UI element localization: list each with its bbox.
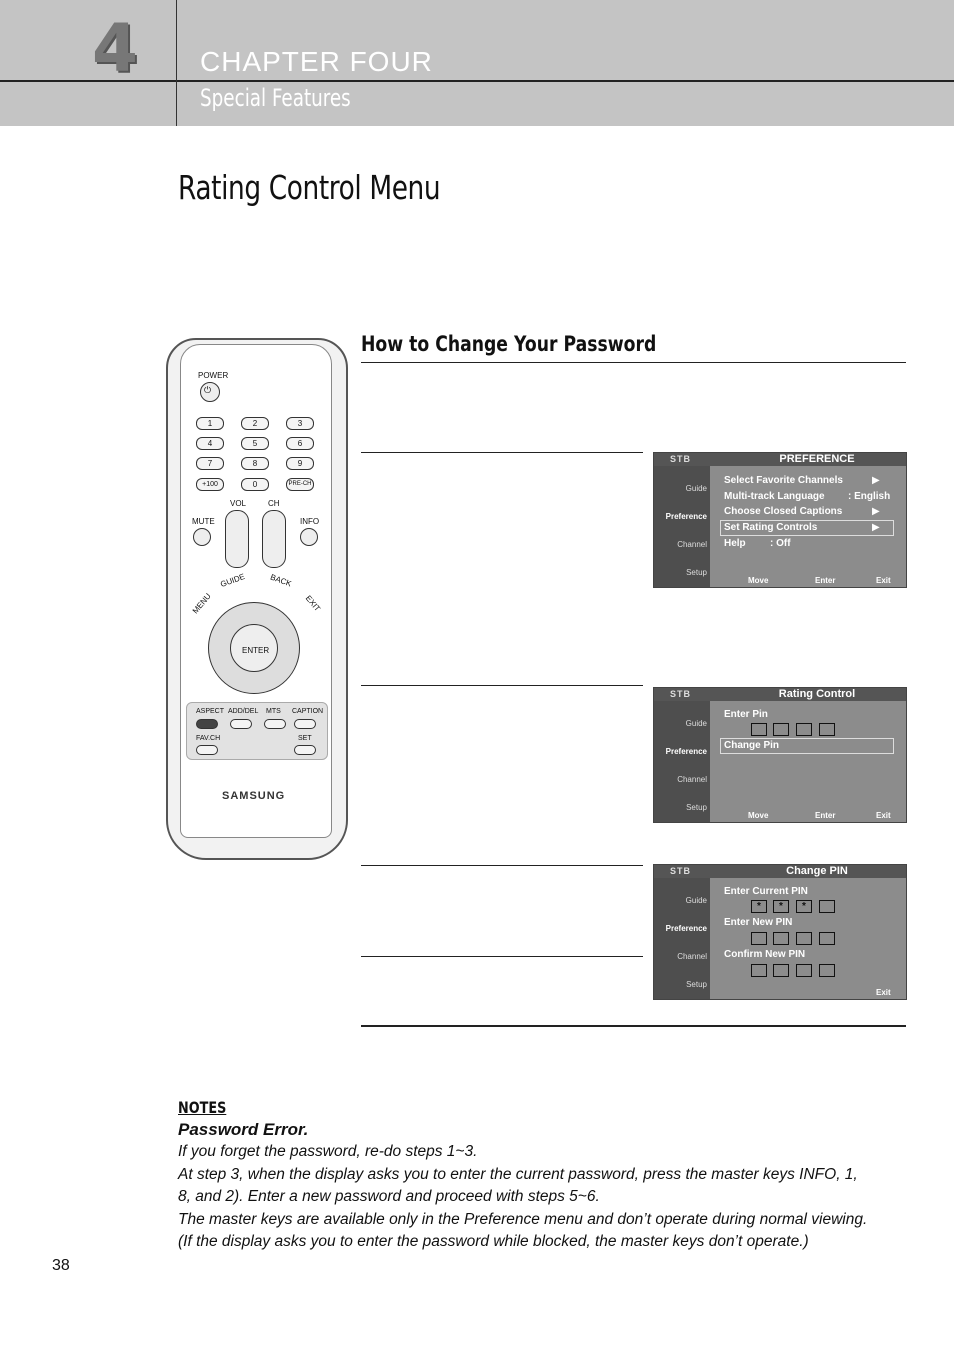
step-rule — [361, 685, 643, 686]
header-vertical-rule — [176, 0, 177, 126]
aspect-label: ASPECT — [196, 708, 225, 715]
pin-box-filled: * — [751, 900, 767, 913]
menu-item-selected: Set Rating Controls — [724, 522, 818, 533]
pin-box — [751, 964, 767, 977]
note-line: (If the display asks you to enter the password while blocked, the master keys don’t operate.) — [178, 1233, 809, 1250]
pin-box — [773, 723, 789, 736]
change-pin-screen — [653, 864, 907, 1000]
ch-label: CH — [268, 499, 280, 508]
stb-label: STB — [670, 689, 691, 699]
menu-item: Enter Pin — [724, 709, 768, 720]
pin-box — [819, 723, 835, 736]
preference-menu-screen — [653, 452, 907, 588]
ch-rocker — [262, 510, 286, 568]
digit-4-button: 4 — [196, 437, 224, 450]
info-label: INFO — [300, 517, 320, 526]
pin-box — [773, 964, 789, 977]
note-line: If you forget the password, re-do steps 1~3. — [178, 1143, 478, 1160]
menu-title: Change PIN — [786, 865, 848, 877]
footer-move: Move — [748, 811, 769, 820]
power-button — [200, 382, 220, 402]
set-label: SET — [298, 735, 312, 742]
section-end-rule — [361, 1025, 906, 1027]
menu-sidebar — [654, 466, 710, 587]
footer-move: Move — [748, 576, 769, 585]
pin-box — [819, 964, 835, 977]
menu-item: Help — [724, 538, 746, 549]
vol-label: VOL — [230, 499, 247, 508]
menu-item: Choose Closed Captions — [724, 506, 843, 517]
step-rule — [361, 865, 643, 866]
pin-box — [796, 964, 812, 977]
mute-button — [193, 528, 211, 546]
side-preference: Preference — [665, 512, 707, 521]
notes-subheading: Password Error. — [178, 1120, 309, 1139]
footer-enter: Enter — [815, 576, 836, 585]
info-button — [300, 528, 318, 546]
pin-box — [796, 932, 812, 945]
prech-button: PRE-CH — [286, 478, 314, 491]
enter-label: ENTER — [242, 646, 270, 655]
vol-rocker — [225, 510, 249, 568]
power-icon: ⏻ — [204, 385, 212, 395]
menu-item-value: : English — [848, 491, 891, 502]
pin-box — [751, 932, 767, 945]
stb-label: STB — [670, 454, 691, 464]
favch-label: FAV.CH — [196, 735, 221, 742]
menu-item-value: : Off — [770, 538, 791, 549]
side-guide: Guide — [685, 484, 707, 493]
rating-control-screen — [653, 687, 907, 823]
side-preference: Preference — [665, 747, 707, 756]
digit-5-button: 5 — [241, 437, 269, 450]
step-rule — [361, 956, 643, 957]
pin-box — [773, 932, 789, 945]
menu-item: Select Favorite Channels — [724, 475, 843, 486]
section-rule — [361, 362, 906, 363]
side-guide: Guide — [685, 896, 707, 905]
side-channel: Channel — [677, 775, 707, 784]
side-setup: Setup — [686, 980, 707, 989]
digit-3-button: 3 — [286, 417, 314, 430]
mts-button — [264, 719, 286, 729]
note-line: At step 3, when the display asks you to enter the current password, press the master keys INFO, 1, — [178, 1166, 858, 1183]
adddel-label: ADD/DEL — [228, 708, 259, 715]
section-title: How to Change Your Password — [361, 332, 657, 356]
exit-label: EXIT — [303, 593, 323, 614]
menu-title: Rating Control — [778, 688, 856, 700]
menu-item: Confirm New PIN — [724, 949, 806, 960]
note-line: 8, and 2). Enter a new password and proceed with steps 5~6. — [178, 1188, 600, 1205]
plus100-button: +100 — [196, 478, 224, 491]
side-guide: Guide — [685, 719, 707, 728]
arrow-right-icon: ▶ — [872, 475, 880, 486]
menu-item: Enter Current PIN — [724, 886, 808, 897]
note-line: The master keys are available only in the Preference menu and don’t operate during normal viewing. — [178, 1211, 868, 1228]
footer-exit: Exit — [876, 811, 891, 820]
stb-label: STB — [670, 866, 691, 876]
back-label: BACK — [269, 572, 293, 589]
guide-label: GUIDE — [219, 571, 247, 590]
side-channel: Channel — [677, 540, 707, 549]
aspect-button — [196, 719, 218, 729]
set-button — [294, 745, 316, 755]
page-number: 38 — [52, 1257, 70, 1274]
side-setup: Setup — [686, 568, 707, 577]
notes-heading: NOTES — [178, 1098, 227, 1117]
pin-box-filled: * — [796, 900, 812, 913]
pin-box — [819, 900, 835, 913]
digit-7-button: 7 — [196, 457, 224, 470]
digit-8-button: 8 — [241, 457, 269, 470]
side-channel: Channel — [677, 952, 707, 961]
menu-item-selected: Change Pin — [724, 740, 780, 751]
caption-label: CAPTION — [292, 708, 324, 715]
digit-9-button: 9 — [286, 457, 314, 470]
arrow-right-icon: ▶ — [872, 522, 880, 533]
arrow-right-icon: ▶ — [872, 506, 880, 517]
samsung-logo: SAMSUNG — [222, 790, 286, 802]
footer-exit: Exit — [876, 576, 891, 585]
menu-label: MENU — [190, 591, 213, 616]
digit-0-button: 0 — [241, 478, 269, 491]
pin-box — [819, 932, 835, 945]
footer-enter: Enter — [815, 811, 836, 820]
mute-label: MUTE — [192, 517, 215, 526]
pin-box — [796, 723, 812, 736]
adddel-button — [230, 719, 252, 729]
menu-sidebar — [654, 878, 710, 999]
menu-sidebar — [654, 701, 710, 822]
caption-button — [294, 719, 316, 729]
menu-title: PREFERENCE — [779, 453, 855, 465]
step-rule — [361, 452, 643, 453]
digit-2-button: 2 — [241, 417, 269, 430]
digit-1-button: 1 — [196, 417, 224, 430]
page-title: Rating Control Menu — [178, 168, 441, 207]
favch-button — [196, 745, 218, 755]
pin-box-filled: * — [773, 900, 789, 913]
chapter-subtitle: Special Features — [200, 84, 351, 112]
menu-item: Multi-track Language — [724, 491, 825, 502]
footer-exit: Exit — [876, 988, 891, 997]
header-subbar — [0, 82, 954, 126]
power-label: POWER — [198, 371, 229, 380]
remote-buttons — [180, 344, 330, 836]
pin-box — [751, 723, 767, 736]
menu-item: Enter New PIN — [724, 917, 793, 928]
chapter-title: CHAPTER FOUR — [200, 46, 433, 77]
digit-6-button: 6 — [286, 437, 314, 450]
side-preference: Preference — [665, 924, 707, 933]
side-setup: Setup — [686, 803, 707, 812]
header-bar — [0, 0, 954, 80]
chapter-number: 4 — [92, 10, 138, 87]
mts-label: MTS — [266, 708, 281, 715]
